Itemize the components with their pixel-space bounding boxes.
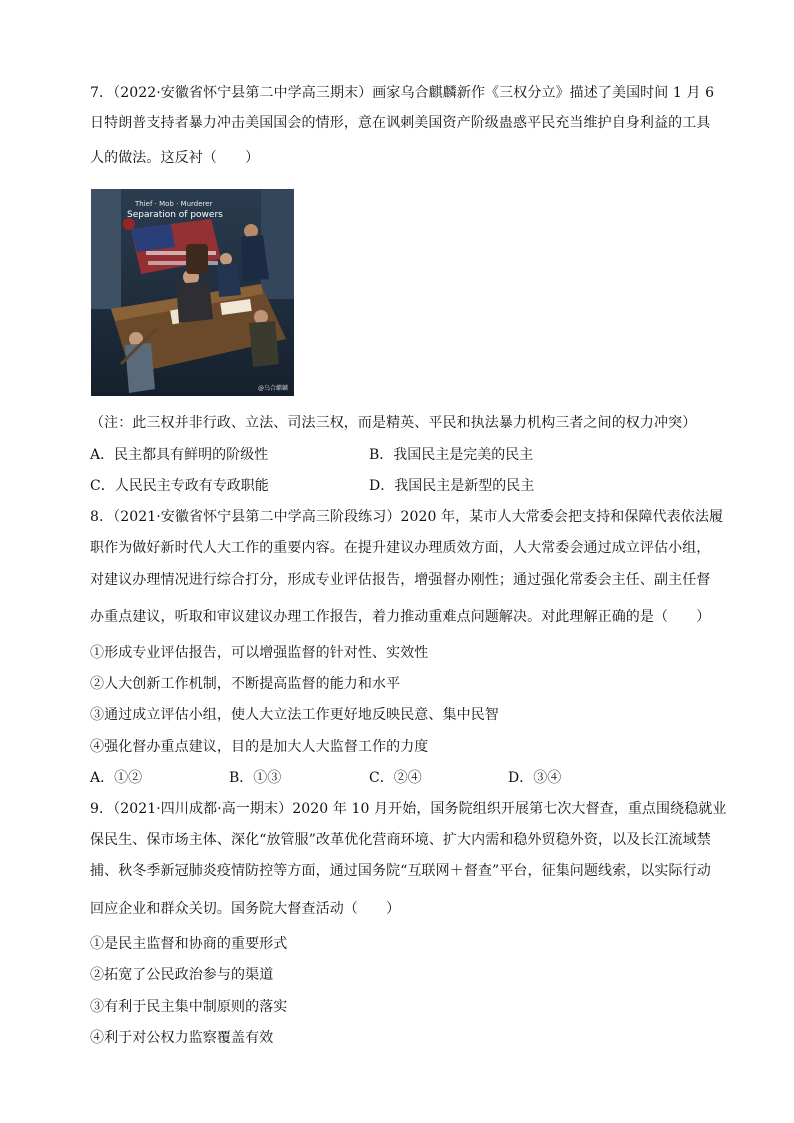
painting-watermark: @乌合麒麟 xyxy=(257,385,288,392)
q7-stem-line-2: 日特朗普支持者暴力冲击美国国会的情形，意在讽刺美国资产阶级蛊惑平民充当维护自身利益的工具 xyxy=(90,115,711,131)
painting-illustration xyxy=(91,189,294,396)
q9-statement-2: ②拓宽了公民政治参与的渠道 xyxy=(90,967,274,983)
q8-stem-line-4: 办重点建议，听取和审议建议办理工作报告，着力推动重难点问题解决。对此理解正确的是（ ） xyxy=(90,609,711,625)
q9-stem-line-2: 保民生、保市场主体、深化“放管服”改革优化营商环境、扩大内需和稳外贸稳外资，以及长江流域禁 xyxy=(90,832,711,848)
q7-note: （注：此三权并非行政、立法、司法三权，而是精英、平民和执法暴力机构三者之间的权力冲突） xyxy=(90,415,697,431)
q9-stem-line-3: 捕、秋冬季新冠肺炎疫情防控等方面，通过国务院“互联网＋督查”平台，征集问题线索，以实际行动 xyxy=(90,863,711,879)
q9-statement-3: ③有利于民主集中制原则的落实 xyxy=(90,999,288,1015)
q7-stem-line-3: 人的做法。这反衬（ ） xyxy=(90,150,260,166)
q8-option-d: D．③④ xyxy=(508,770,562,786)
q7-option-c: C．人民民主专政有专政职能 xyxy=(90,478,269,494)
q7-option-a: A．民主都具有鲜明的阶级性 xyxy=(90,447,269,463)
painting-title: Separation of powers xyxy=(127,210,223,220)
q9-statement-1: ①是民主监督和协商的重要形式 xyxy=(90,936,288,952)
q7-option-d: D．我国民主是新型的民主 xyxy=(369,478,535,494)
q8-statement-3: ③通过成立评估小组，使人大立法工作更好地反映民意、集中民智 xyxy=(90,707,499,723)
q8-statement-4: ④强化督办重点建议，目的是加大人大监督工作的力度 xyxy=(90,739,429,755)
q8-stem-line-3: 对建议办理情况进行综合打分，形成专业评估报告，增强督办刚性；通过强化常委会主任、副主任督 xyxy=(90,572,711,588)
q9-statement-4: ④利于对公权力监察覆盖有效 xyxy=(90,1030,274,1046)
q8-statement-2: ②人大创新工作机制，不断提高监督的能力和水平 xyxy=(90,676,401,692)
q7-stem-line-1: 7．（2022·安徽省怀宁县第二中学高三期末）画家乌合麒麟新作《三权分立》描述了美国时间 1 月 6 xyxy=(90,85,715,101)
q8-stem-line-2: 职作为做好新时代人大工作的重要内容。在提升建议办理质效方面，人大常委会通过成立评估小组， xyxy=(90,540,711,556)
q8-option-a: A．①② xyxy=(90,770,143,786)
q8-option-c: C．②④ xyxy=(369,770,422,786)
q9-stem-line-1: 9．（2021·四川成都·高一期末）2020 年 10 月开始，国务院组织开展第七次大督查，重点围绕稳就业 xyxy=(90,801,727,817)
q9-stem-line-4: 回应企业和群众关切。国务院大督查活动（ ） xyxy=(90,901,401,917)
painting-subtitle: Thief · Mob · Murderer xyxy=(135,200,213,208)
q7-option-b: B．我国民主是完美的民主 xyxy=(369,447,534,463)
q8-option-b: B．①③ xyxy=(229,770,282,786)
q8-stem-line-1: 8．（2021·安徽省怀宁县第二中学高三阶段练习）2020 年，某市人大常委会把支持和保障代表依法履 xyxy=(90,509,724,525)
q7-painting-image xyxy=(91,189,294,396)
q8-statement-1: ①形成专业评估报告，可以增强监督的针对性、实效性 xyxy=(90,645,429,661)
